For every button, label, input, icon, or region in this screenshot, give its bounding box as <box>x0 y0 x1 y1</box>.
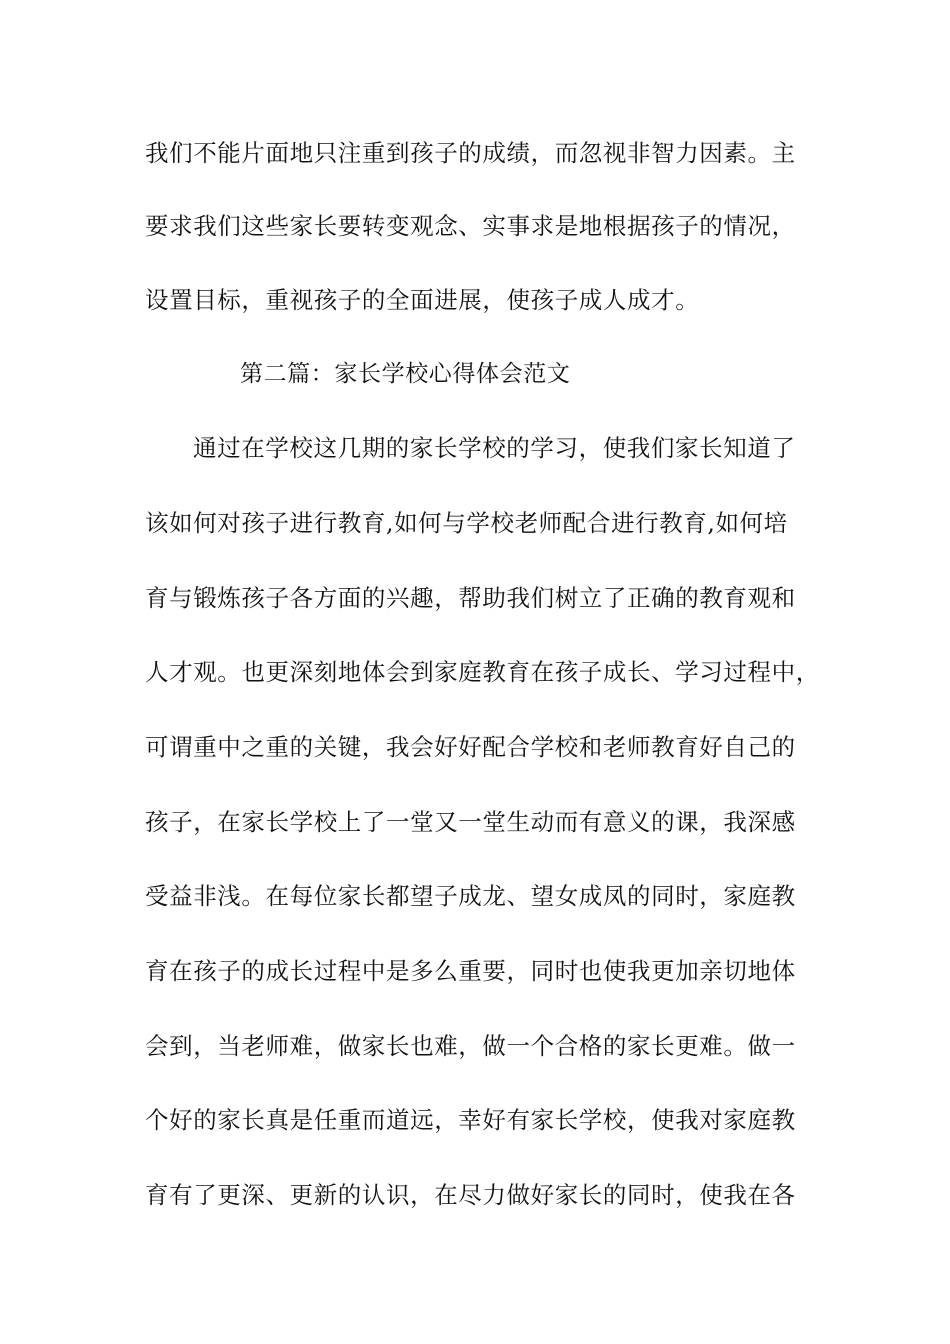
text-line: 通过在学校这几期的家长学校的学习，使我们家长知道了 <box>193 434 796 462</box>
text-line: 会到，当老师难，做家长也难，做一个合格的家长更难。做一 <box>145 1032 796 1060</box>
section-heading: 第二篇：家长学校心得体会范文 <box>240 361 571 387</box>
text-line: 要求我们这些家长要转变观念、实事求是地根据孩子的情况， <box>145 212 796 240</box>
text-line: 育在孩子的成长过程中是多么重要，同时也使我更加亲切地体 <box>145 957 796 985</box>
text-line: 可谓重中之重的关键，我会好好配合学校和老师教育好自己的 <box>145 733 796 761</box>
text-line: 个好的家长真是任重而道远，幸好有家长学校，使我对家庭教 <box>145 1106 796 1134</box>
text-line: 孩子，在家长学校上了一堂又一堂生动而有意义的课，我深感 <box>145 808 796 836</box>
text-line: 我们不能片面地只注重到孩子的成绩，而忽视非智力因素。主 <box>145 139 796 167</box>
text-line: 该如何对孩子进行教育,如何与学校老师配合进行教育,如何培 <box>145 509 788 537</box>
text-line: 受益非浅。在每位家长都望子成龙、望女成凤的同时，家庭教 <box>145 882 796 910</box>
text-line: 育有了更深、更新的认识，在尽力做好家长的同时，使我在各 <box>145 1181 796 1209</box>
text-line: 育与锻炼孩子各方面的兴趣，帮助我们树立了正确的教育观和 <box>145 584 796 612</box>
text-line: 设置目标，重视孩子的全面进展，使孩子成人成才。 <box>145 286 700 314</box>
text-line: 人才观。也更深刻地体会到家庭教育在孩子成长、学习过程中， <box>145 658 820 686</box>
